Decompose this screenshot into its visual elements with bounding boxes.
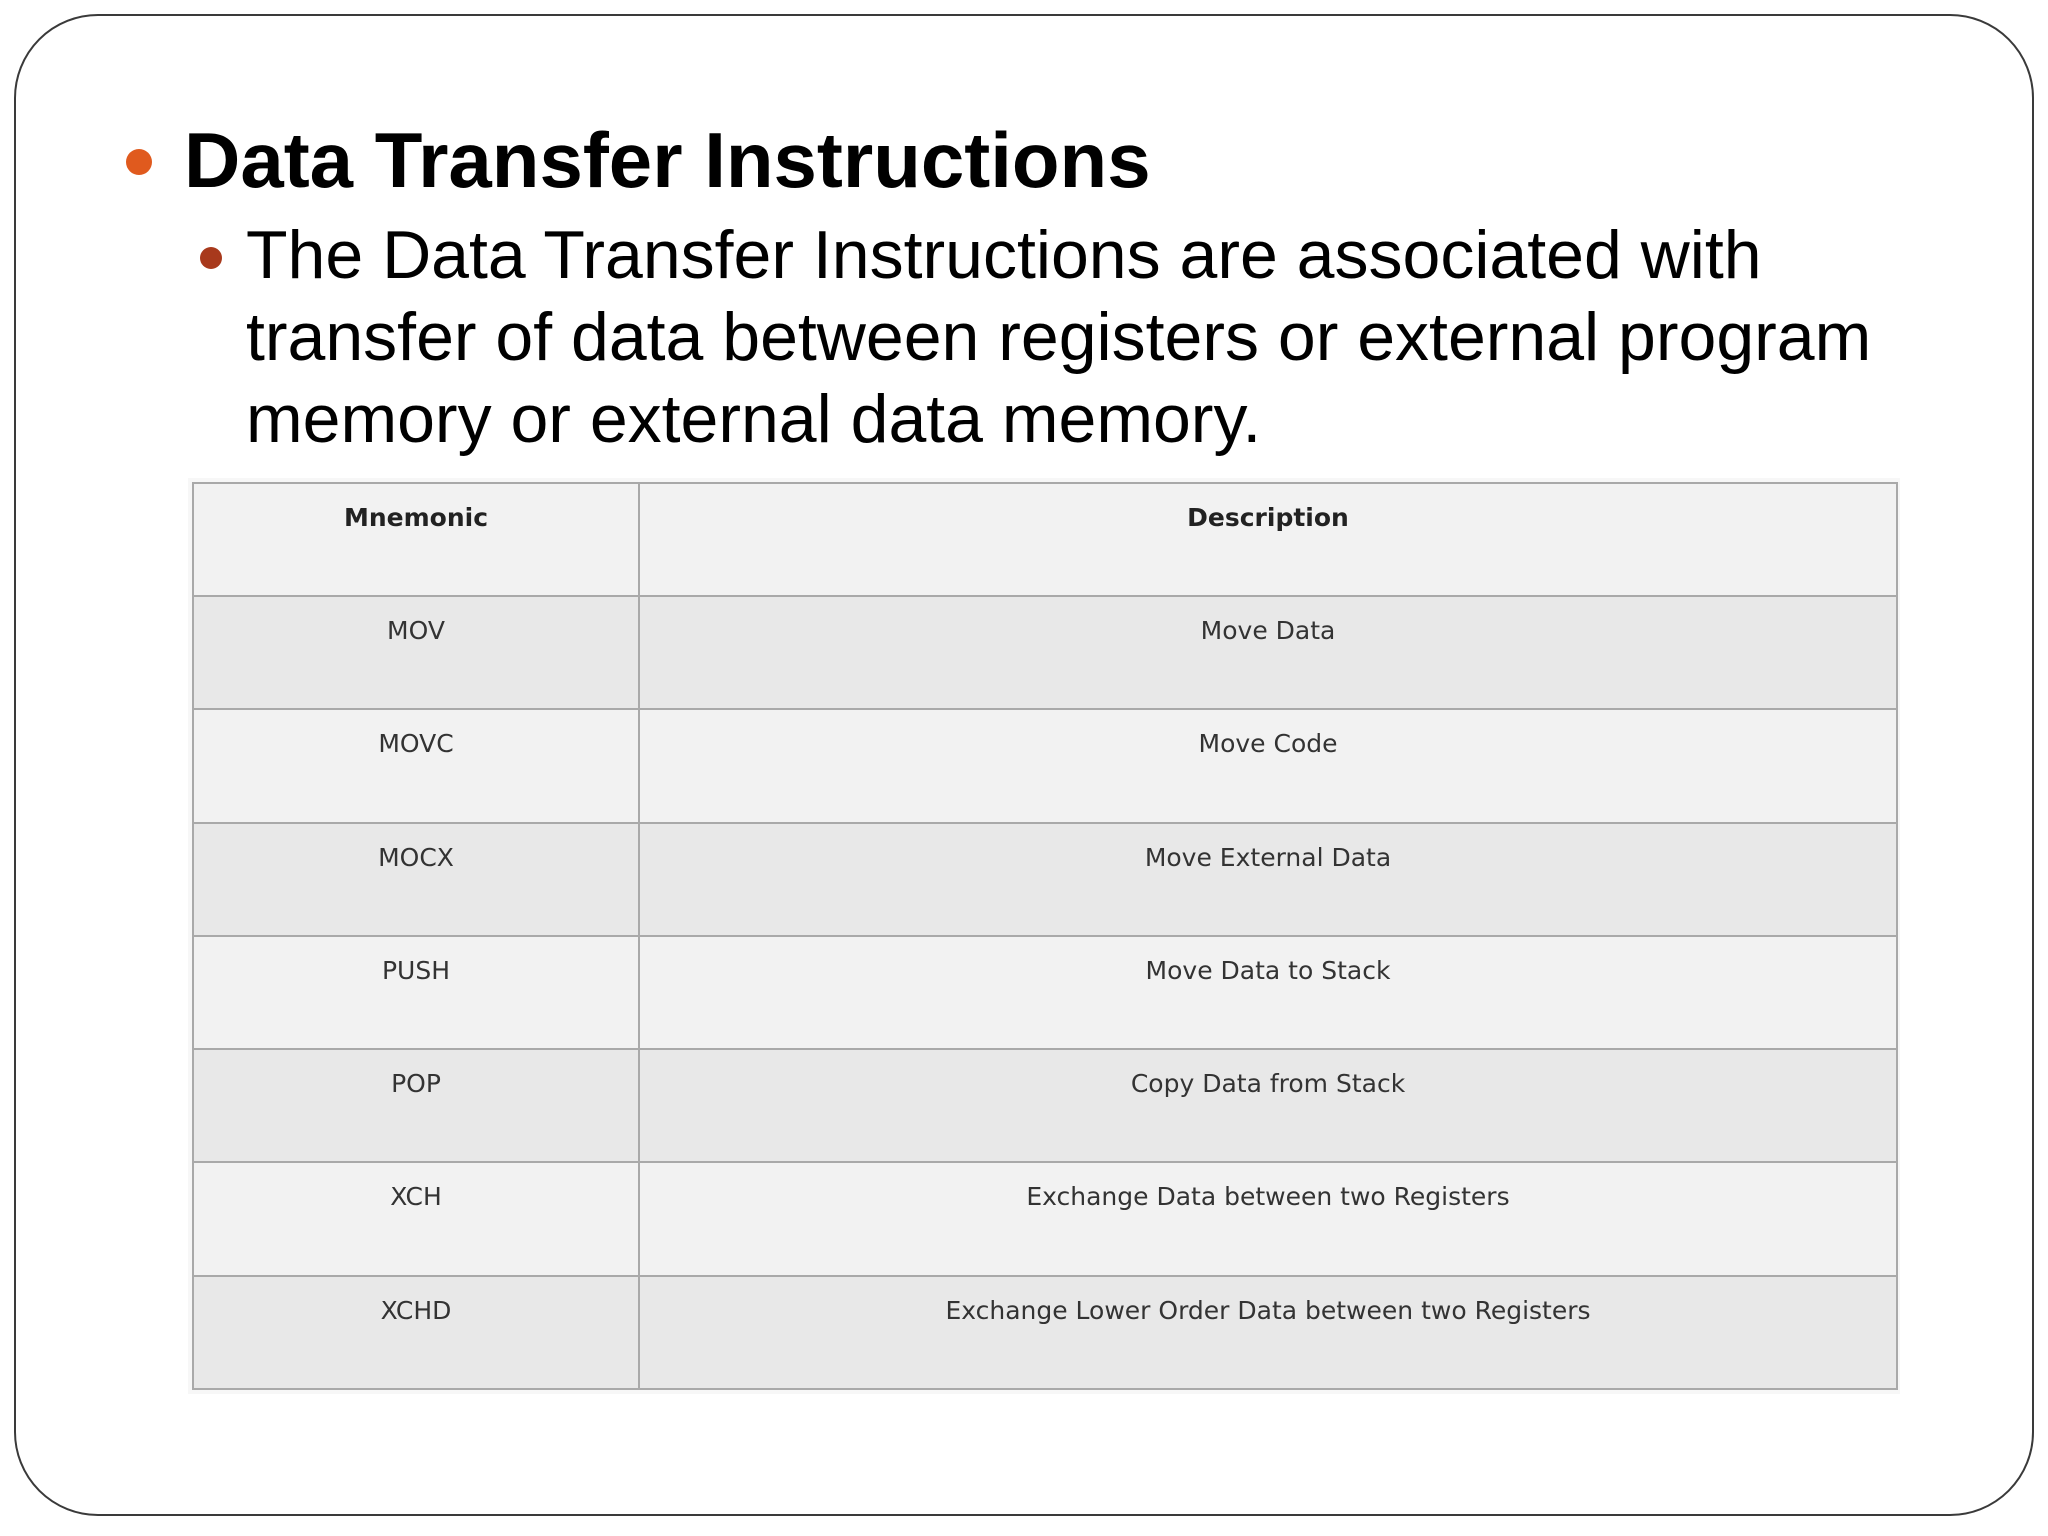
description-cell: Copy Data from Stack — [639, 1049, 1897, 1162]
table-row — [193, 596, 1897, 709]
title-bullet-icon — [126, 149, 152, 175]
table-row — [193, 936, 1897, 1049]
mnemonic-cell: PUSH — [193, 936, 639, 1049]
slide-frame — [14, 14, 2034, 1516]
table-row — [193, 823, 1897, 936]
header-description: Description — [639, 483, 1897, 596]
instruction-table — [192, 482, 1898, 1390]
slide-title: Data Transfer Instructions — [184, 116, 1151, 204]
table-header-row — [193, 483, 1897, 596]
mnemonic-cell: MOVC — [193, 709, 639, 822]
bullet-text: The Data Transfer Instructions are associated with transfer of data between registers or external program memory or external data memory. — [246, 217, 1872, 457]
table-row — [193, 1276, 1897, 1389]
sub-bullet-icon — [200, 247, 222, 269]
description-cell: Move Data to Stack — [639, 936, 1897, 1049]
mnemonic-cell: XCHD — [193, 1276, 639, 1389]
description-cell: Move Code — [639, 709, 1897, 822]
table-row — [193, 709, 1897, 822]
mnemonic-cell: MOV — [193, 596, 639, 709]
header-mnemonic: Mnemonic — [193, 483, 639, 596]
mnemonic-cell: MOCX — [193, 823, 639, 936]
table-row — [193, 1162, 1897, 1275]
mnemonic-cell: POP — [193, 1049, 639, 1162]
instruction-table-container — [188, 478, 1900, 1394]
mnemonic-cell: XCH — [193, 1162, 639, 1275]
description-cell: Exchange Data between two Registers — [639, 1162, 1897, 1275]
description-cell: Move External Data — [639, 823, 1897, 936]
description-cell: Move Data — [639, 596, 1897, 709]
table-row — [193, 1049, 1897, 1162]
description-cell: Exchange Lower Order Data between two Registers — [639, 1276, 1897, 1389]
